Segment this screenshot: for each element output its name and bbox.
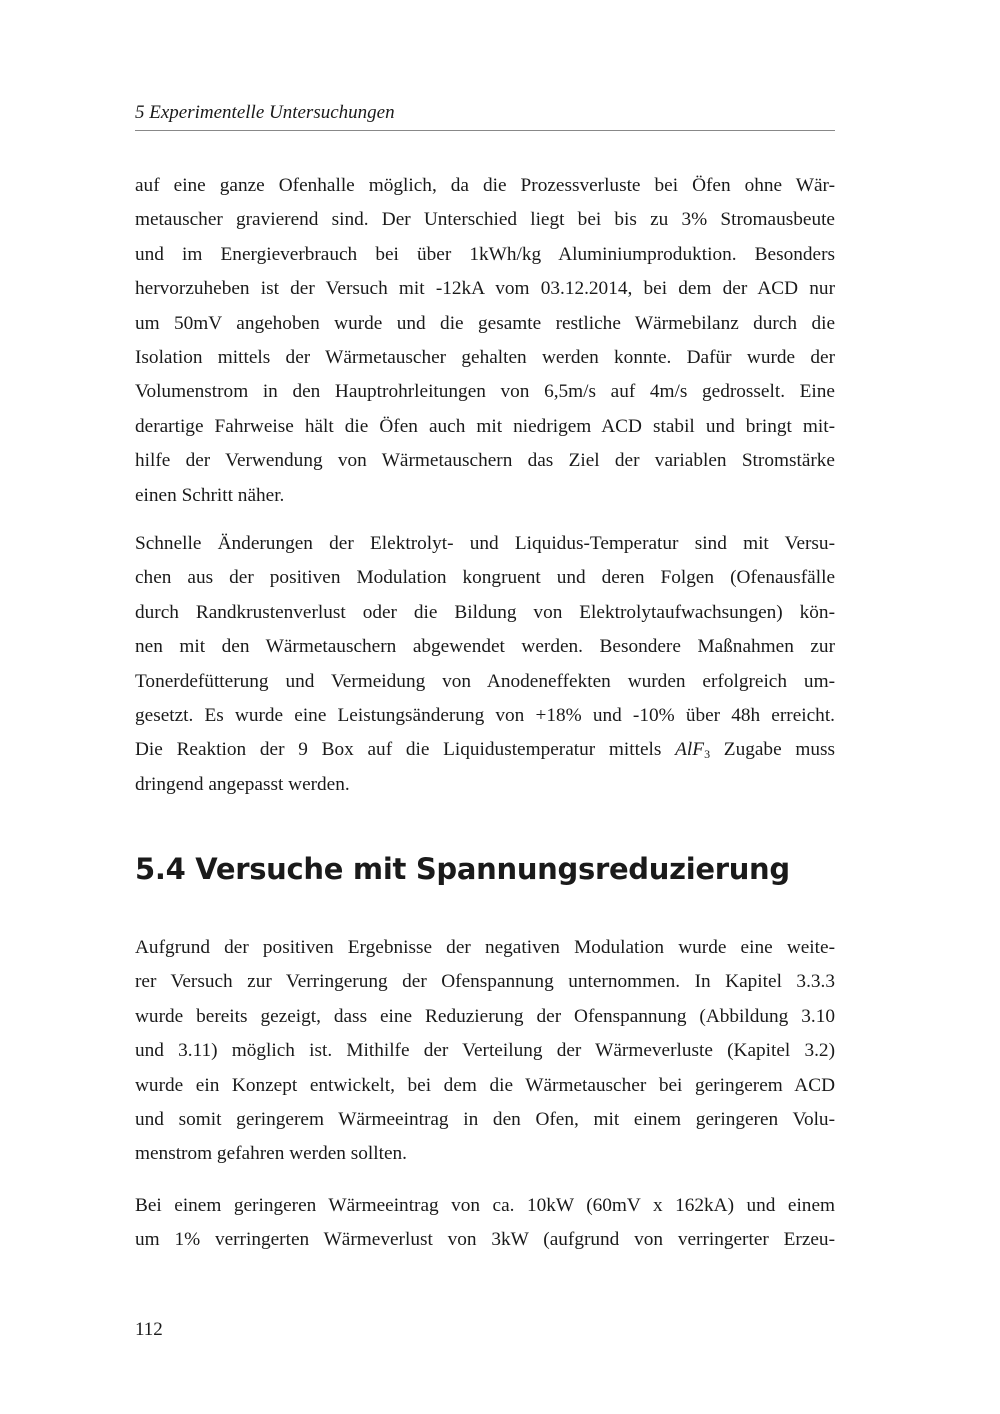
paragraph-4: [135, 1189, 835, 1258]
text-line: auf eine ganze Ofenhalle möglich, da die Prozessverluste bei Öfen ohne Wär-: [135, 175, 835, 196]
text-line: chen aus der positiven Modulation kongruent und deren Folgen (Ofenausfälle: [135, 567, 835, 589]
page-number: 112: [135, 1319, 163, 1340]
section-heading: 5.4 Versuche mit Spannungsreduzierung: [135, 852, 790, 886]
paragraph-3: [135, 931, 835, 1172]
text-line: und 3.11) möglich ist. Mithilfe der Verteilung der Wärmeverluste (Kapitel 3.2): [135, 1040, 835, 1062]
text-line: um 1% verringerten Wärmeverlust von 3kW (aufgrund von verringerter Erzeu-: [135, 1229, 835, 1251]
text-line: um 50mV angehoben wurde und die gesamte restliche Wärmebilanz durch die: [135, 312, 835, 334]
text-line: Schnelle Änderungen der Elektrolyt- und Liquidus-Temperatur sind mit Versu-: [135, 533, 835, 554]
text-line: und somit geringerem Wärmeeintrag in den Ofen, mit einem geringeren Volu-: [135, 1108, 835, 1130]
text-line: metauscher gravierend sind. Der Unterschied liegt bei bis zu 3% Stromausbeute: [135, 209, 835, 231]
text-line: durch Randkrustenverlust oder die Bildung von Elektrolytaufwachsungen) kön-: [135, 601, 835, 623]
paragraph-1: [135, 169, 835, 513]
text-line: Isolation mittels der Wärmetauscher gehalten werden konnte. Dafür wurde der: [135, 346, 835, 368]
text-segment: Zugabe muss: [710, 739, 835, 761]
chemical-formula: AlF: [675, 739, 705, 761]
text-line: einen Schritt näher.: [135, 484, 285, 506]
running-header: 5 Experimentelle Untersuchungen: [135, 102, 395, 123]
formula-subscript: 3: [704, 747, 711, 762]
text-line: derartige Fahrweise hält die Öfen auch mit niedrigem ACD stabil und bringt mit-: [135, 415, 835, 437]
text-line: Aufgrund der positiven Ergebnisse der negativen Modulation wurde eine weite-: [135, 937, 835, 958]
text-line: Volumenstrom in den Hauptrohrleitungen von 6,5m/s auf 4m/s gedrosselt. Eine: [135, 381, 835, 403]
text-line: wurde bereits gezeigt, dass eine Reduzierung der Ofenspannung (Abbildung 3.10: [135, 1005, 835, 1027]
paragraph-2: [135, 527, 835, 802]
text-segment: Die Reaktion der 9 Box auf die Liquidustemperatur mittels: [135, 739, 676, 761]
text-line: [135, 733, 835, 767]
text-line: gesetzt. Es wurde eine Leistungsänderung von +18% und -10% über 48h erreicht.: [135, 704, 835, 726]
text-line: hervorzuheben ist der Versuch mit -12kA vom 03.12.2014, bei dem der ACD nur: [135, 278, 835, 300]
text-line: Bei einem geringeren Wärmeeintrag von ca. 10kW (60mV x 162kA) und einem: [135, 1195, 835, 1216]
text-line: menstrom gefahren werden sollten.: [135, 1143, 407, 1165]
text-line: dringend angepasst werden.: [135, 773, 350, 795]
text-line: wurde ein Konzept entwickelt, bei dem die Wärmetauscher bei geringerem ACD: [135, 1074, 835, 1096]
text-line: und im Energieverbrauch bei über 1kWh/kg Aluminiumproduktion. Besonders: [135, 243, 835, 265]
text-line: rer Versuch zur Verringerung der Ofenspannung unternommen. In Kapitel 3.3.3: [135, 971, 835, 993]
header-rule: [135, 130, 835, 131]
text-line: nen mit den Wärmetauschern abgewendet werden. Besondere Maßnahmen zur: [135, 636, 835, 658]
text-line: hilfe der Verwendung von Wärmetauschern das Ziel der variablen Stromstärke: [135, 450, 835, 472]
text-line: Tonerdefütterung und Vermeidung von Anodeneffekten wurden erfolgreich um-: [135, 670, 835, 692]
